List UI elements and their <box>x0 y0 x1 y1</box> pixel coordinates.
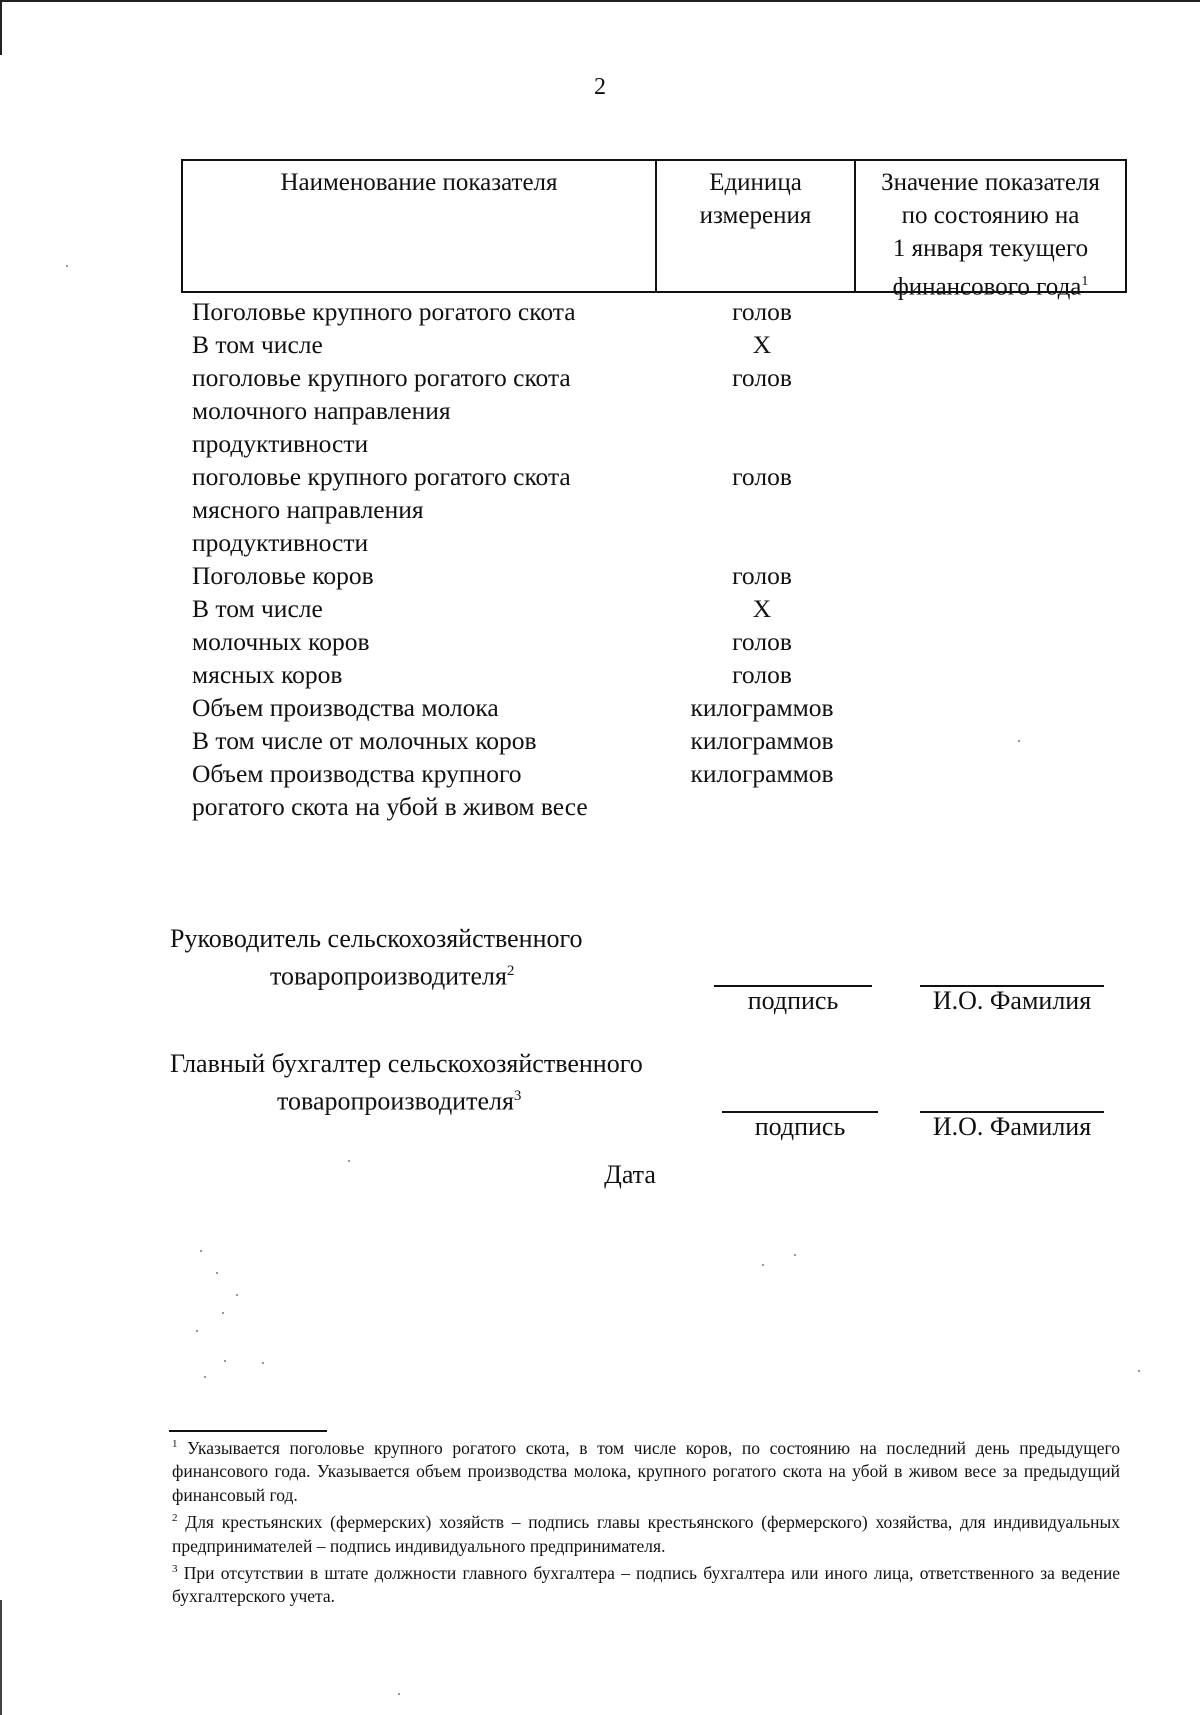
row-unit: голов <box>732 297 792 326</box>
header-footnote-mark: 1 <box>1081 274 1089 289</box>
row-unit: X <box>752 330 772 359</box>
row-unit: голов <box>732 627 792 656</box>
table-row <box>192 361 1132 460</box>
header-name-label: Наименование показателя <box>280 169 558 196</box>
row-unit: килограммов <box>690 759 834 788</box>
row-name: Поголовье крупного рогатого скота <box>192 297 576 326</box>
row-unit: голов <box>732 660 792 689</box>
row-name: поголовье крупного рогатого скота мясного направления продуктивности <box>192 462 571 557</box>
head-title-line1: Руководитель сельскохозяйственного <box>170 924 583 953</box>
table-row <box>192 328 1132 361</box>
accountant-footnote-mark: 3 <box>513 1088 522 1104</box>
header-col-name <box>183 161 657 291</box>
scan-speck <box>222 1312 224 1314</box>
header-value-line3: 1 января текущего <box>892 235 1089 262</box>
accountant-title-line1: Главный бухгалтер сельскохозяйственного <box>170 1049 643 1078</box>
footnote-mark: 1 <box>172 1438 178 1450</box>
row-name: молочных коров <box>192 627 370 656</box>
row-unit: килограммов <box>690 693 834 722</box>
table-row <box>192 625 1132 658</box>
row-name: мясных коров <box>192 660 343 689</box>
accountant-signature-caption: подпись <box>754 1112 846 1141</box>
row-name: Объем производства крупного рогатого скота на убой в живом весе <box>192 759 588 821</box>
head-name-caption: И.О. Фамилия <box>932 986 1092 1015</box>
row-name: Объем производства молока <box>192 693 499 722</box>
footnote-mark: 2 <box>172 1512 178 1525</box>
header-unit-line1: Единица <box>709 169 802 196</box>
scan-speck <box>204 1376 206 1378</box>
scan-speck <box>1138 1370 1140 1372</box>
scan-speck <box>66 265 68 267</box>
footnote-text: Указывается поголовье крупного рогатого скота, в том числе коров, по состоянию на последний день предыдущего финансового года. Указывается объем производства молока, крупного рогатого скота на убой в живом весе за предыдущий финансовый год. <box>172 1437 1120 1505</box>
table-row <box>192 559 1132 592</box>
scan-speck <box>236 1294 238 1296</box>
accountant-title-line2-text: товаропроизводителя <box>277 1086 514 1116</box>
scan-speck <box>1018 740 1020 742</box>
row-name: Поголовье коров <box>192 561 374 590</box>
footnotes <box>172 1433 1120 1609</box>
accountant-name-caption: И.О. Фамилия <box>932 1112 1092 1141</box>
table-row <box>192 757 1132 823</box>
scan-speck <box>196 1330 198 1332</box>
page-number: 2 <box>594 74 606 100</box>
table-row <box>192 658 1132 691</box>
date-label: Дата <box>604 1160 656 1189</box>
table-row <box>192 691 1132 724</box>
head-footnote-mark: 2 <box>506 963 515 979</box>
table-row <box>192 724 1132 757</box>
head-signature-caption: подпись <box>747 986 839 1015</box>
footnote-item <box>172 1507 1120 1558</box>
scan-speck <box>398 1693 400 1695</box>
scan-edge-left-bottom <box>0 1600 2 1715</box>
header-value-line1: Значение показателя <box>881 169 1100 196</box>
row-unit: X <box>752 594 772 623</box>
row-name: В том числе <box>192 330 323 359</box>
head-title-line2 <box>170 955 730 993</box>
row-unit: голов <box>732 462 792 491</box>
footnote-item <box>172 1558 1120 1609</box>
header-value-line2: по состоянию на <box>901 202 1080 229</box>
scan-speck <box>200 1250 202 1252</box>
head-title-line2-text: товаропроизводителя <box>270 961 507 991</box>
scan-speck <box>224 1360 226 1362</box>
table-row <box>192 295 1132 328</box>
header-unit-line2: измерения <box>699 202 812 229</box>
header-col-unit <box>657 161 856 291</box>
header-col-value <box>856 161 1125 301</box>
row-unit: килограммов <box>690 726 834 755</box>
table-row <box>192 592 1132 625</box>
footnote-text: При отсутствии в штате должности главного бухгалтера – подпись бухгалтера или иного лица, ответственного за ведение бухгалтерского учета. <box>172 1562 1120 1607</box>
head-signature-title <box>170 923 730 993</box>
scan-edge-left <box>0 0 2 55</box>
scan-speck <box>794 1254 796 1256</box>
footnote-mark: 3 <box>172 1563 178 1576</box>
row-name: В том числе <box>192 594 323 623</box>
table-row <box>192 460 1132 559</box>
scan-speck <box>262 1362 264 1364</box>
scan-speck <box>216 1272 218 1274</box>
row-name: поголовье крупного рогатого скота молочного направления продуктивности <box>192 363 571 458</box>
scan-speck <box>348 1160 350 1162</box>
scan-speck <box>762 1264 764 1266</box>
accountant-signature-title <box>170 1048 730 1118</box>
row-unit: голов <box>732 363 792 392</box>
table-header <box>181 159 1127 301</box>
indicator-rows <box>192 295 1132 823</box>
header-value-line4-text: финансового года <box>892 273 1082 301</box>
footnote-text: Для крестьянских (фермерских) хозяйств – подпись главы крестьянского (фермерского) хозяйства, для индивидуальных предпринимателей – подпись индивидуального предпринимателя. <box>172 1512 1120 1556</box>
scan-edge-top <box>0 0 1200 2</box>
footnote-separator <box>169 1430 327 1432</box>
footnote-item <box>172 1433 1120 1507</box>
accountant-title-line2 <box>170 1080 730 1118</box>
row-name: В том числе от молочных коров <box>192 726 537 755</box>
row-unit: голов <box>732 561 792 590</box>
